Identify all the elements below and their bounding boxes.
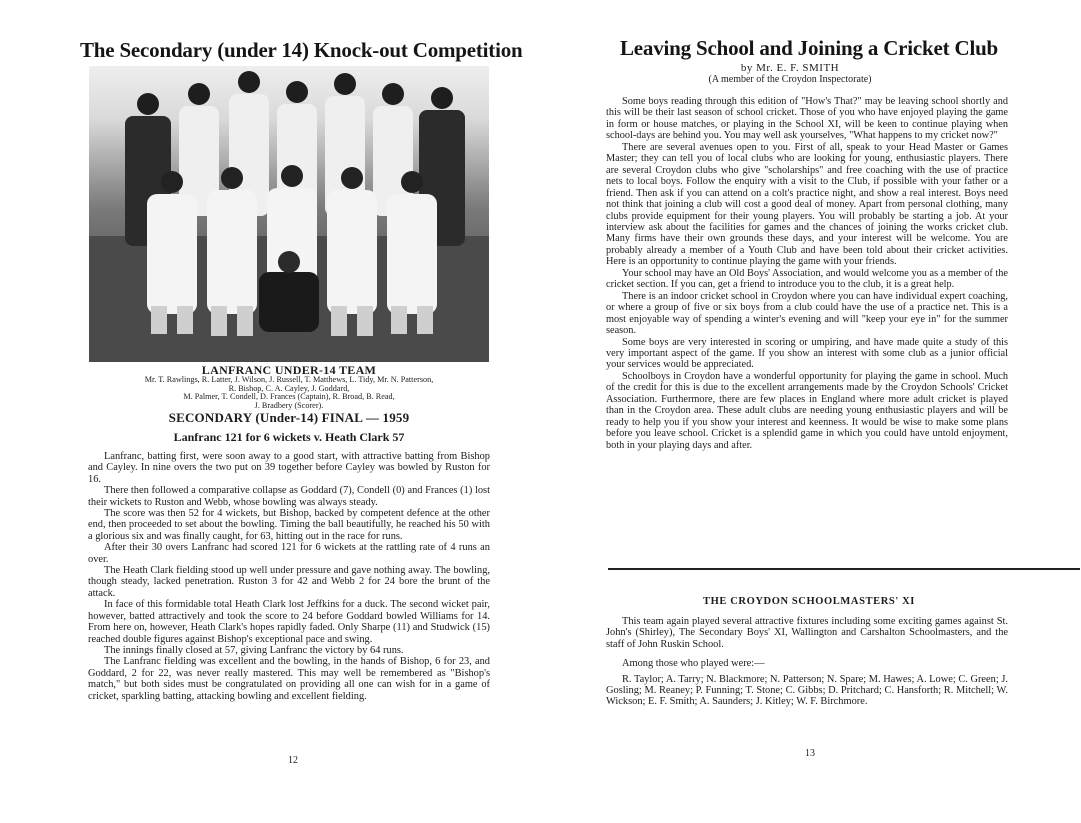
xi-players: R. Taylor; A. Tarry; N. Blackmore; N. Patterson; N. Spare; M. Hawes; A. Lowe; C. Green; J. Gosling; M. Reaney; P. Funning; T. Stone; C. Gibbs; D. Pritchard; C. Hansforth; R. Mitchell; W. Wickson; E. F. Smith; A. Saunders; J. Kitley; W. F. Birchmore. xyxy=(606,673,1008,708)
page-number-right: 13 xyxy=(805,748,815,759)
xi-played-label: Among those who played were:— xyxy=(622,658,765,670)
xi-heading: THE CROYDON SCHOOLMASTERS' XI xyxy=(703,596,915,607)
photo-caption-title: LANFRANC UNDER-14 TEAM xyxy=(201,363,377,377)
paragraph: After their 30 overs Lanfranc had scored 121 for 6 wickets at the rattling rate of 4 runs an over. xyxy=(88,542,490,565)
caption-line: R. Bishop, C. A. Cayley, J. Goddard, xyxy=(228,383,350,393)
caption-line: M. Palmer, T. Condell, D. Frances (Captain), R. Broad, B. Read, xyxy=(183,392,395,402)
photo-caption-names xyxy=(86,376,492,410)
section-divider xyxy=(608,568,1080,570)
xi-intro: This team again played several attractive fixtures including some exciting games against St. John's (Shirley), The Secondary Boys' XI, Wallington and Carshalton Schoolmasters, and the staff of John Ruskin School. xyxy=(606,616,1008,650)
paragraph: The Heath Clark fielding stood up well under pressure and gave nothing away. The bowling, though steady, lacked penetration. Ruston 3 for 42 and Webb 2 for 24 bore the brunt of the attack. xyxy=(88,565,490,599)
caption-line: J. Bradbery (Scorer). xyxy=(254,400,324,410)
page-number-left: 12 xyxy=(288,755,298,766)
team-photo xyxy=(89,66,489,362)
xi-section xyxy=(606,616,1008,708)
paragraph: There then followed a comparative collapse as Goddard (7), Condell (0) and Frances (1) lost their wickets to Ruston and Webb, whose bowling was always steady. xyxy=(88,485,490,508)
byline: by Mr. E. F. SMITH xyxy=(740,62,840,74)
match-result: Lanfranc 121 for 6 wickets v. Heath Clark 57 xyxy=(173,430,405,444)
caption-line: Mr. T. Rawlings, R. Latter, J. Wilson, J. Russell, T. Matthews, L. Tidy, Mr. N. Patterson, xyxy=(144,375,434,384)
byline-note: (A member of the Croydon Inspectorate) xyxy=(708,74,872,85)
paragraph: There are several avenues open to you. First of all, speak to your Head Master or Games Master; they can tell you of local clubs who are looking for young, enthusiastic players. There are several Croydon clubs who give "scholarships" and free coaching with the use of practice nets to local boys. Follow the enquiry with a visit to the Club, if possible with your father or a friend. Then ask if you can attend on a colt's practice night, and show a real interest. Boys need not think that joining a club will cost a good deal of money. Apart from personal clothing, many clubs provide equipment for their young players. You will probably be starting a job. At your interview ask about the facilities for games and the chances of joining the works cricket club. Many firms have their own grounds these days, and your interest will be welcome. You are probably already a member of a Youth Club and have been told about their cricket activities. Here is an opportunity to continue playing the game with your friends. xyxy=(606,141,1008,268)
paragraph: There is an indoor cricket school in Croydon where you can have individual expert coaching, or where a group of five or six boys from a club could have the use of a practice net. This is a most enjoyable way of spending a winter's evening and will "keep your eye in" for the summer season. xyxy=(606,290,1008,337)
paragraph: Some boys reading through this edition of "How's That?" may be leaving school shortly and this will be their last season of school cricket. Those of you who have enjoyed playing the game in form or house matches, or playing in the School XI, will be keen to continue playing when school-days are behind you. You may well ask yourselves, "What happens to my cricket now?" xyxy=(606,96,1008,142)
paragraph: Your school may have an Old Boys' Association, and would welcome you as a member of the cricket section. If you can, get a friend to introduce you to the club, it is a great help. xyxy=(606,267,1008,291)
paragraph: The innings finally closed at 57, giving Lanfranc the victory by 64 runs. xyxy=(104,644,404,656)
match-report xyxy=(88,451,490,702)
left-page-title: The Secondary (under 14) Knock-out Competition xyxy=(80,38,523,62)
paragraph: The score was then 52 for 4 wickets, but Bishop, backed by competent defence at the other end, then proceeded to set about the bowling. Timing the ball beautifully, he reached his 50 with a glorious six and was finally caught, for 63, hitting out in the race for runs. xyxy=(88,508,490,542)
team-photo-illustration xyxy=(89,66,489,362)
paragraph: Schoolboys in Croydon have a wonderful opportunity for playing the game in school. Much of the credit for this is due to the excellent arrangements made by the Croydon Schools' Cricket Association. Furthermore, there are few places in England where more adult cricket is played than in the Croydon area. These adult clubs are needing young enthusiastic players and will be ready to help you if you show your interest and keenness. It would be wise to make some plans before you leave school. Cricket is a splendid game in which you could have untold enjoyment, both in your playing days and after. xyxy=(606,370,1008,451)
paragraph: Some boys are very interested in scoring or umpiring, and have made quite a study of this very important aspect of the game. If you show an interest with some club as a junior official your services would be appreciated. xyxy=(606,336,1008,371)
paragraph: In face of this formidable total Heath Clark lost Jeffkins for a duck. The second wicket pair, however, batted attractively and took the score to 24 before Goddard bowled Williams for 14. From here on, however, Heath Clark's hopes rapidly faded. Only Sharpe (11) and Studwick (15) reached double figures against Bishop's exceptional pace and swing. xyxy=(88,599,490,645)
left-page xyxy=(0,0,540,823)
article-body xyxy=(606,96,1008,451)
paragraph: Lanfranc, batting first, were soon away to a good start, with attractive batting from Bishop and Cayley. In nine overs the two put on 39 together before Cayley was bowled by Ruston for 16. xyxy=(88,451,490,485)
paragraph: The Lanfranc fielding was excellent and the bowling, in the hands of Bishop, 6 for 23, and Goddard, 2 for 22, was never really mastered. This may well be remembered as "Bishop's match," but both sides must be congratulated on providing all one can wish for in a game of cricket, sparkling batting, attacking bowling and excellent fielding. xyxy=(88,656,490,702)
final-heading: SECONDARY (Under-14) FINAL — 1959 xyxy=(168,410,410,425)
right-page-title: Leaving School and Joining a Cricket Club xyxy=(620,36,999,60)
